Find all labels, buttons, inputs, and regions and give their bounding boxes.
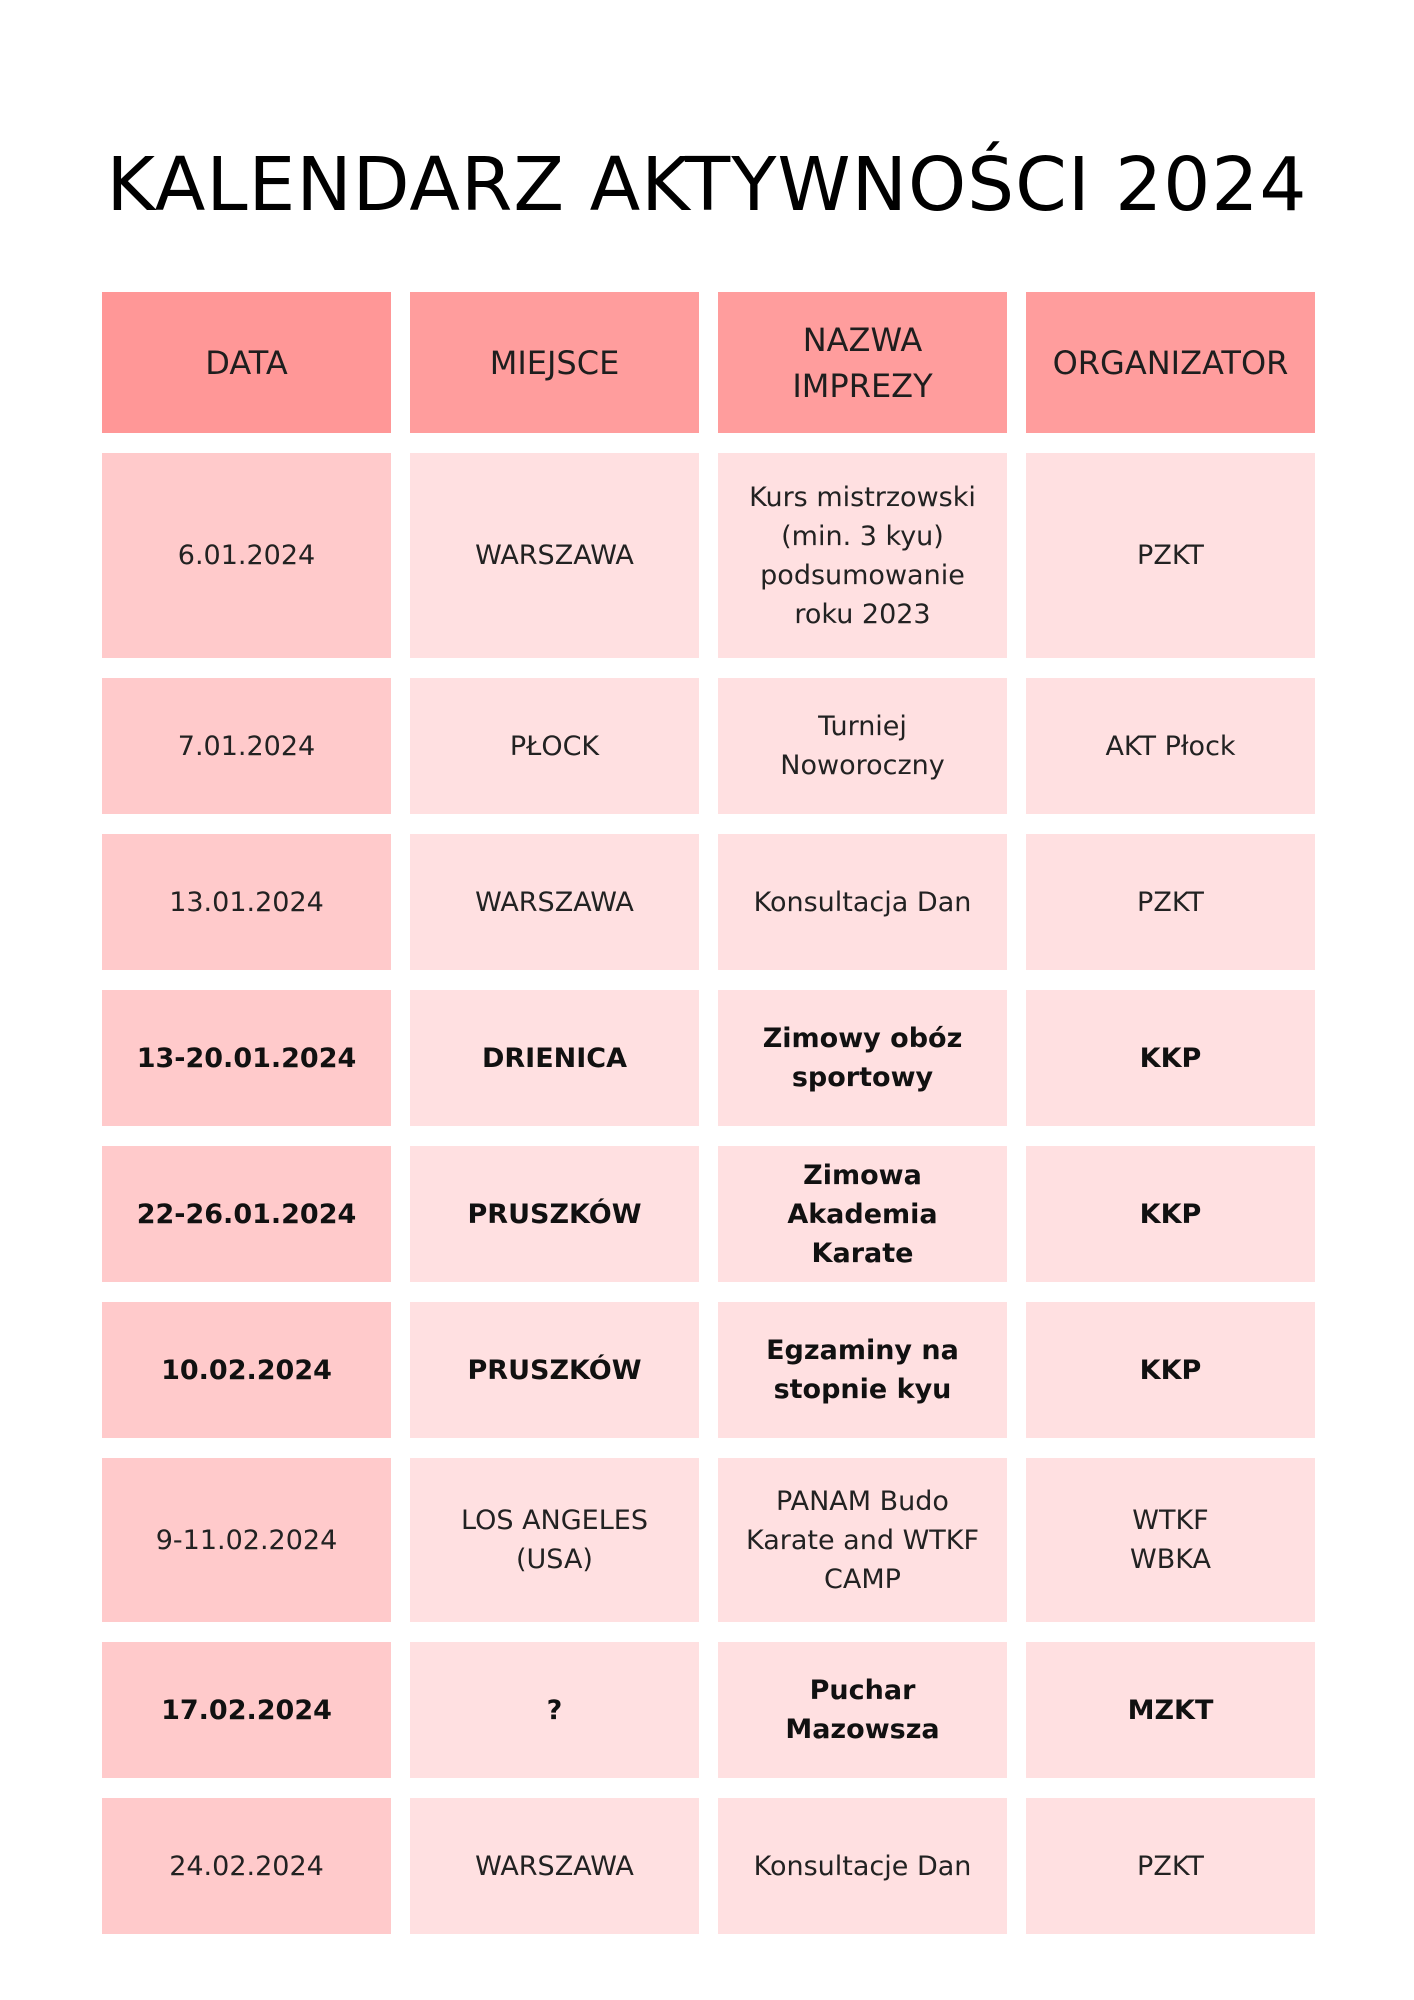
column-header-event-name: NAZWA IMPREZY (718, 292, 1007, 433)
row-spacer (102, 1622, 1315, 1642)
cell-date: 13.01.2024 (102, 834, 391, 970)
cell-place: LOS ANGELES (USA) (410, 1458, 699, 1622)
row-spacer (102, 1778, 1315, 1798)
column-header-organizer: ORGANIZATOR (1026, 292, 1315, 433)
row-spacer (102, 970, 1315, 990)
cell-event-name: Konsultacja Dan (718, 834, 1007, 970)
page-title: KALENDARZ AKTYWNOŚCI 2024 (106, 142, 1308, 228)
column-header-place: MIEJSCE (410, 292, 699, 433)
cell-date: 6.01.2024 (102, 453, 391, 658)
cell-place: ? (410, 1642, 699, 1778)
cell-date: 9-11.02.2024 (102, 1458, 391, 1622)
cell-place: PŁOCK (410, 678, 699, 814)
cell-place: WARSZAWA (410, 1798, 699, 1934)
row-spacer (102, 658, 1315, 678)
cell-organizer: PZKT (1026, 834, 1315, 970)
row-spacer (102, 1438, 1315, 1458)
cell-organizer: WTKF WBKA (1026, 1458, 1315, 1622)
cell-date: 7.01.2024 (102, 678, 391, 814)
cell-organizer: AKT Płock (1026, 678, 1315, 814)
cell-event-name: Zimowy obóz sportowy (718, 990, 1007, 1126)
cell-date: 24.02.2024 (102, 1798, 391, 1934)
cell-date: 13-20.01.2024 (102, 990, 391, 1126)
cell-date: 10.02.2024 (102, 1302, 391, 1438)
cell-place: WARSZAWA (410, 453, 699, 658)
cell-place: PRUSZKÓW (410, 1302, 699, 1438)
header-spacer (102, 433, 1315, 453)
cell-event-name: Puchar Mazowsza (718, 1642, 1007, 1778)
cell-event-name: Egzaminy na stopnie kyu (718, 1302, 1007, 1438)
cell-organizer: KKP (1026, 990, 1315, 1126)
cell-event-name: PANAM Budo Karate and WTKF CAMP (718, 1458, 1007, 1622)
cell-organizer: KKP (1026, 1146, 1315, 1282)
cell-organizer: PZKT (1026, 453, 1315, 658)
cell-date: 17.02.2024 (102, 1642, 391, 1778)
row-spacer (102, 1126, 1315, 1146)
row-spacer (102, 1282, 1315, 1302)
cell-organizer: KKP (1026, 1302, 1315, 1438)
cell-event-name: Konsultacje Dan (718, 1798, 1007, 1934)
row-spacer (102, 814, 1315, 834)
cell-place: DRIENICA (410, 990, 699, 1126)
cell-organizer: MZKT (1026, 1642, 1315, 1778)
cell-organizer: PZKT (1026, 1798, 1315, 1934)
cell-event-name: Kurs mistrzowski (min. 3 kyu) podsumowanie roku 2023 (718, 453, 1007, 658)
activity-calendar-table (102, 292, 1314, 1934)
cell-place: PRUSZKÓW (410, 1146, 699, 1282)
cell-event-name: Zimowa Akademia Karate (718, 1146, 1007, 1282)
cell-event-name: Turniej Noworoczny (718, 678, 1007, 814)
cell-place: WARSZAWA (410, 834, 699, 970)
column-header-date: DATA (102, 292, 391, 433)
cell-date: 22-26.01.2024 (102, 1146, 391, 1282)
